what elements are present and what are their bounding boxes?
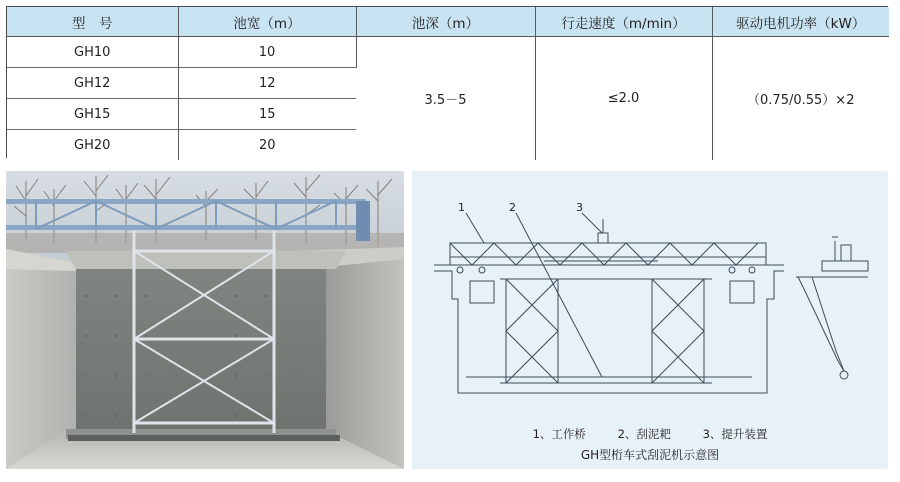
spec-table	[6, 6, 888, 158]
model-cell: GH12	[7, 68, 178, 99]
table-header-row	[7, 7, 889, 37]
width-cell: 15	[178, 99, 356, 130]
equipment-photo	[6, 171, 404, 469]
callout-1: 1	[458, 201, 465, 214]
diagram-caption: GH型桁车式刮泥机示意图	[580, 448, 720, 462]
table-row	[7, 37, 889, 68]
header-pool-width: 池宽（m）	[178, 7, 356, 37]
depth-cell: 3.5－5	[356, 37, 535, 161]
legend-item-lifting-device: 3、提升装置	[702, 427, 768, 441]
callout-3: 3	[576, 201, 583, 214]
callout-2: 2	[509, 201, 516, 214]
legend-item-work-bridge: 1、工作桥	[532, 427, 586, 441]
width-cell: 20	[178, 130, 356, 161]
header-motor-power: 驱动电机功率（kW）	[712, 7, 889, 37]
width-cell: 12	[178, 68, 356, 99]
header-model: 型 号	[7, 7, 178, 37]
model-cell: GH15	[7, 99, 178, 130]
model-cell: GH20	[7, 130, 178, 161]
header-pool-depth: 池深（m）	[356, 7, 535, 37]
schematic-diagram	[412, 171, 888, 469]
width-cell: 10	[178, 37, 356, 68]
header-travel-speed: 行走速度（m/min）	[535, 7, 712, 37]
diagram-legend	[412, 426, 888, 442]
speed-cell: ≤2.0	[535, 37, 712, 161]
equipment-photo-image	[6, 171, 404, 469]
model-cell: GH10	[7, 37, 178, 68]
legend-item-scraper-rake: 2、刮泥耙	[617, 427, 671, 441]
power-cell: （0.75/0.55）×2	[712, 37, 889, 161]
scraper-schematic	[412, 171, 888, 421]
